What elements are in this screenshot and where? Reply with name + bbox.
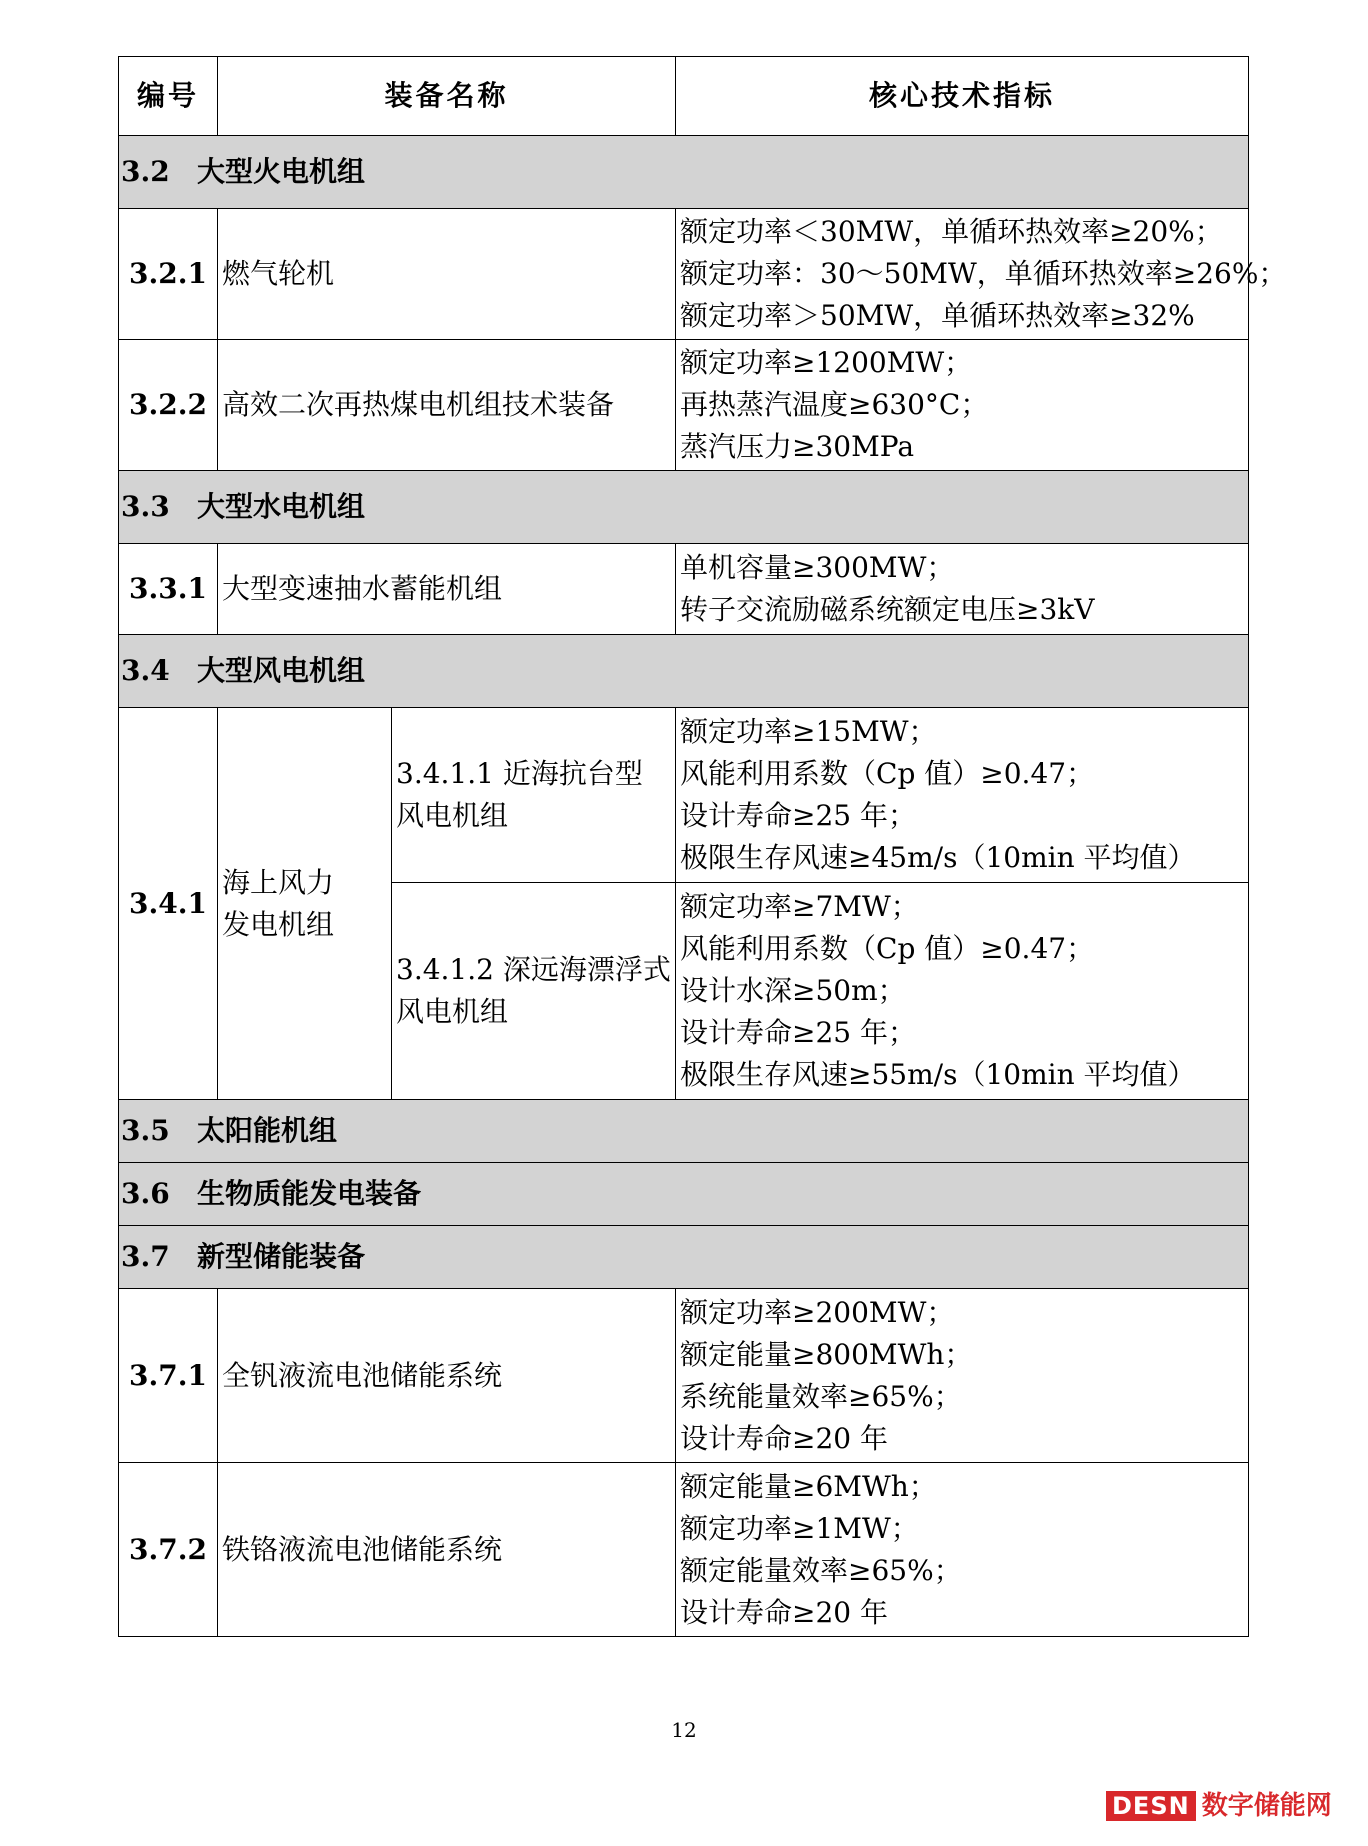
item-name [218,708,392,1100]
indicator-line: 额定功率≥1MW； [680,1511,919,1545]
watermark-logo [1106,1785,1332,1822]
item-indicators [676,340,1249,471]
item-name: 铁铬液流电池储能系统 [218,1463,676,1637]
indicator-line: 额定功率＞50MW，单循环热效率≥32% [680,299,1195,332]
indicator-line: 额定功率＜30MW，单循环热效率≥20%； [680,215,1223,248]
indicator-line: 额定功率≥7MW； [680,890,919,923]
logo-text: 数字储能网 [1201,1791,1332,1821]
indicator-line: 风能利用系数（Cp 值）≥0.47； [680,757,1095,790]
section-row [119,1226,1249,1289]
section-row [119,1100,1249,1163]
table-header-row [119,57,1249,136]
section-title: 新型储能装备 [197,1240,366,1273]
indicator-line: 额定能量≥6MWh； [680,1469,937,1503]
indicator-line: 再热蒸汽温度≥630°C； [680,388,989,421]
item-code: 3.2.2 [119,340,218,471]
item-name: 燃气轮机 [218,209,676,340]
sub-item-name-line: 3.4.1.2 深远海漂浮式 [396,953,671,986]
indicator-line: 系统能量效率≥65%； [680,1379,962,1413]
item-name: 全钒液流电池储能系统 [218,1289,676,1463]
item-code: 3.4.1 [119,708,218,1100]
indicator-line: 额定能量≥800MWh； [680,1337,973,1371]
indicator-line: 极限生存风速≥45m/s（10min 平均值） [680,841,1196,874]
indicator-line: 额定功率≥200MW； [680,1295,955,1329]
table-row [119,544,1249,635]
indicator-line: 设计寿命≥20 年 [680,1595,889,1629]
equipment-spec-table [118,56,1287,1637]
indicator-line: 设计寿命≥20 年 [680,1421,889,1455]
sub-item-name-line: 风电机组 [396,799,509,832]
sub-item-name [392,883,676,1100]
indicator-line: 额定功率≥1200MW； [680,346,973,379]
item-indicators [676,544,1249,635]
section-title: 大型火电机组 [197,155,366,188]
section-row [119,1163,1249,1226]
table-row [119,708,1249,883]
section-title: 太阳能机组 [197,1114,338,1147]
indicator-line: 额定功率：30～50MW，单循环热效率≥26%； [680,257,1287,290]
item-indicators [676,708,1249,883]
sub-item-name-line: 3.4.1.1 近海抗台型 [396,757,643,790]
section-number: 3.6 [121,1177,170,1210]
item-indicators [676,883,1249,1100]
item-indicators [676,209,1287,340]
table-row [119,1463,1249,1637]
item-indicators [676,1289,1249,1463]
header-indicator: 核心技术指标 [676,57,1249,136]
section-number: 3.4 [121,654,170,687]
item-indicators [676,1463,1249,1637]
table-row [119,1289,1249,1463]
item-name: 大型变速抽水蓄能机组 [218,544,676,635]
indicator-line: 风能利用系数（Cp 值）≥0.47； [680,932,1095,965]
item-name: 高效二次再热煤电机组技术装备 [218,340,676,471]
header-name: 装备名称 [218,57,676,136]
section-title: 生物质能发电装备 [197,1177,422,1210]
section-row [119,136,1249,209]
item-name-line: 海上风力 [222,865,335,899]
indicator-line: 设计寿命≥25 年； [680,799,917,832]
section-number: 3.3 [121,490,170,523]
item-code: 3.7.2 [119,1463,218,1637]
item-code: 3.2.1 [119,209,218,340]
indicator-line: 蒸汽压力≥30MPa [680,430,915,463]
page-number: 12 [671,1718,697,1742]
indicator-line: 单机容量≥300MW； [680,551,955,584]
section-row [119,635,1249,708]
indicator-line: 额定能量效率≥65%； [680,1553,962,1587]
item-name-line: 发电机组 [222,907,335,941]
indicator-line: 转子交流励磁系统额定电压≥3kV [680,593,1095,626]
item-code: 3.7.1 [119,1289,218,1463]
logo-mark: DESN [1106,1791,1196,1821]
indicator-line: 极限生存风速≥55m/s（10min 平均值） [680,1058,1196,1091]
indicator-line: 设计寿命≥25 年； [680,1016,917,1049]
section-title: 大型风电机组 [197,654,366,687]
sub-item-name [392,708,676,883]
item-code: 3.3.1 [119,544,218,635]
header-code: 编号 [119,57,218,136]
section-row [119,471,1249,544]
indicator-line: 额定功率≥15MW； [680,715,937,748]
sub-item-name-line: 风电机组 [396,995,509,1028]
section-number: 3.5 [121,1114,170,1147]
table-row [119,340,1249,471]
section-number: 3.2 [121,155,170,188]
table-row [119,209,1249,340]
section-number: 3.7 [121,1240,170,1273]
section-title: 大型水电机组 [197,490,366,523]
indicator-line: 设计水深≥50m； [680,974,906,1007]
